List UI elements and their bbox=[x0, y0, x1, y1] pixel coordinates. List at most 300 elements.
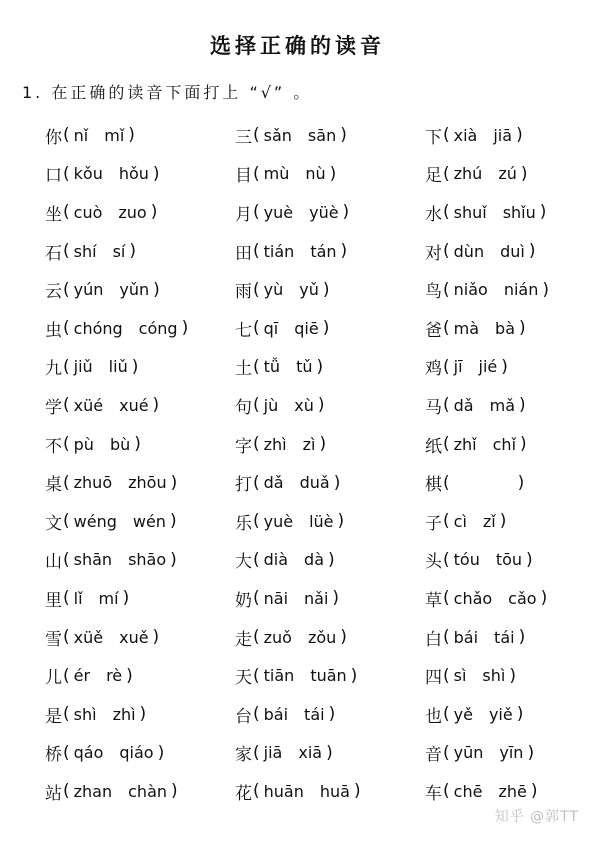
close-paren: ) bbox=[518, 627, 526, 648]
pinyin-option-2[interactable]: wén bbox=[132, 511, 166, 531]
pinyin-item bbox=[425, 463, 565, 502]
pinyin-option-1[interactable]: zhì bbox=[263, 434, 287, 454]
pinyin-option-2[interactable]: zhē bbox=[498, 781, 527, 801]
close-paren: ) bbox=[340, 241, 348, 262]
pinyin-option-1[interactable]: jī bbox=[453, 357, 463, 377]
pinyin-option-2[interactable]: zhì bbox=[112, 704, 136, 724]
pinyin-option-1[interactable]: jiā bbox=[263, 743, 283, 763]
pinyin-option-2[interactable]: zì bbox=[302, 434, 316, 454]
close-paren: ) bbox=[499, 511, 507, 532]
pinyin-option-2[interactable]: zú bbox=[498, 164, 517, 184]
hanzi-character: 里 bbox=[45, 590, 62, 611]
pinyin-option-2[interactable]: tái bbox=[494, 627, 515, 647]
pinyin-item bbox=[45, 695, 235, 734]
pinyin-option-1[interactable]: cuò bbox=[73, 202, 103, 222]
pinyin-option-2[interactable]: duì bbox=[500, 241, 525, 261]
hanzi-character: 四 bbox=[425, 668, 442, 689]
pinyin-option-2[interactable]: yǔ bbox=[299, 280, 319, 300]
pinyin-option-2[interactable]: shǐu bbox=[502, 202, 536, 222]
close-paren: ) bbox=[540, 588, 548, 609]
pinyin-option-1[interactable]: xià bbox=[453, 125, 478, 145]
pinyin-item bbox=[425, 734, 565, 773]
pinyin-option-2[interactable]: zhōu bbox=[128, 473, 167, 493]
pinyin-item bbox=[235, 348, 425, 387]
hanzi-character: 水 bbox=[425, 204, 442, 225]
pinyin-option-1[interactable]: dià bbox=[263, 550, 289, 570]
close-paren: ) bbox=[181, 318, 189, 339]
pinyin-option-1[interactable]: zhú bbox=[453, 164, 483, 184]
close-paren: ) bbox=[316, 356, 324, 377]
pinyin-item bbox=[235, 734, 425, 773]
hanzi-character: 儿 bbox=[45, 668, 62, 689]
pinyin-option-1[interactable]: niǎo bbox=[453, 280, 488, 300]
pinyin-option-2[interactable]: sān bbox=[307, 125, 337, 145]
hanzi-character: 下 bbox=[425, 127, 442, 148]
close-paren: ) bbox=[501, 356, 508, 377]
close-paren: ) bbox=[171, 781, 178, 802]
hanzi-character: 月 bbox=[235, 204, 252, 225]
close-paren: ) bbox=[152, 163, 160, 184]
pinyin-item bbox=[45, 618, 235, 657]
pinyin-option-1[interactable]: cì bbox=[453, 511, 467, 531]
pinyin-item bbox=[235, 695, 425, 734]
close-paren: ) bbox=[350, 665, 358, 686]
open-paren: ( bbox=[253, 395, 260, 416]
pinyin-option-1[interactable]: shān bbox=[73, 550, 113, 570]
pinyin-option-1[interactable]: qī bbox=[263, 318, 279, 338]
open-paren: ( bbox=[63, 588, 70, 609]
pinyin-item bbox=[45, 348, 235, 387]
pinyin-item bbox=[45, 116, 235, 155]
hanzi-character: 你 bbox=[45, 127, 62, 148]
pinyin-item bbox=[425, 270, 565, 309]
pinyin-item bbox=[235, 232, 425, 271]
open-paren: ( bbox=[443, 781, 450, 802]
pinyin-item bbox=[45, 386, 235, 425]
pinyin-option-1[interactable]: bái bbox=[263, 704, 289, 724]
pinyin-option-1[interactable]: kǒu bbox=[73, 164, 103, 184]
pinyin-option-1[interactable]: shuǐ bbox=[453, 202, 487, 222]
pinyin-option-1[interactable]: xüé bbox=[73, 395, 104, 415]
close-paren: ) bbox=[333, 472, 341, 493]
open-paren: ( bbox=[63, 163, 70, 184]
hanzi-character: 子 bbox=[425, 513, 442, 534]
pinyin-option-2[interactable]: hǒu bbox=[118, 164, 149, 184]
pinyin-item bbox=[425, 116, 565, 155]
pinyin-option-1[interactable]: chē bbox=[453, 781, 483, 801]
close-paren: ) bbox=[519, 318, 526, 339]
open-paren: ( bbox=[63, 472, 70, 493]
hanzi-character: 台 bbox=[235, 706, 252, 727]
pinyin-option-2[interactable]: lüè bbox=[309, 511, 334, 531]
pinyin-item bbox=[45, 772, 235, 811]
hanzi-character: 纸 bbox=[425, 436, 442, 457]
page-title: 选择正确的读音 bbox=[210, 34, 385, 58]
pinyin-option-2[interactable]: shāo bbox=[128, 550, 167, 570]
pinyin-option-2[interactable]: sí bbox=[112, 241, 126, 261]
pinyin-option-1[interactable]: lǐ bbox=[73, 588, 83, 608]
pinyin-option-2[interactable]: tuān bbox=[310, 666, 347, 686]
close-paren: ) bbox=[527, 742, 535, 763]
hanzi-character: 足 bbox=[425, 166, 442, 187]
pinyin-option-2[interactable]: tán bbox=[310, 241, 337, 261]
hanzi-character: 站 bbox=[45, 783, 62, 804]
pinyin-option-1[interactable]: yě bbox=[453, 704, 473, 724]
instruction-text: 1. 在正确的读音下面打上 “√” 。 bbox=[22, 83, 313, 102]
pinyin-item bbox=[235, 463, 425, 502]
open-paren: ( bbox=[253, 163, 260, 184]
open-paren: ( bbox=[443, 627, 450, 648]
hanzi-character: 雪 bbox=[45, 629, 62, 650]
pinyin-option-1[interactable]: yūn bbox=[453, 743, 484, 763]
open-paren: ( bbox=[253, 202, 260, 223]
close-paren: ) bbox=[353, 781, 361, 802]
pinyin-option-1[interactable]: zhǐ bbox=[453, 434, 477, 454]
close-paren: ) bbox=[150, 202, 158, 223]
pinyin-item bbox=[425, 618, 565, 657]
pinyin-option-1[interactable]: jù bbox=[263, 395, 279, 415]
pinyin-option-2[interactable]: tǔ bbox=[296, 357, 313, 377]
open-paren: ( bbox=[443, 356, 450, 377]
pinyin-option-2[interactable]: mǐ bbox=[104, 125, 125, 145]
close-paren: ) bbox=[134, 434, 141, 455]
pinyin-option-1[interactable]: tián bbox=[263, 241, 295, 261]
pinyin-option-2[interactable]: tái bbox=[304, 704, 325, 724]
pinyin-item bbox=[235, 502, 425, 541]
hanzi-character: 家 bbox=[235, 745, 252, 766]
pinyin-option-1[interactable]: nāi bbox=[263, 588, 289, 608]
open-paren: ( bbox=[63, 742, 70, 763]
pinyin-option-1[interactable]: yuè bbox=[263, 511, 294, 531]
pinyin-option-1[interactable]: chóng bbox=[73, 318, 123, 338]
open-paren: ( bbox=[63, 318, 70, 339]
open-paren: ( bbox=[63, 665, 70, 686]
open-paren: ( bbox=[63, 202, 70, 223]
hanzi-character: 桥 bbox=[45, 745, 62, 766]
open-paren: ( bbox=[63, 434, 70, 455]
open-paren: ( bbox=[63, 279, 70, 300]
pinyin-item bbox=[425, 193, 565, 232]
pinyin-item bbox=[425, 695, 565, 734]
pinyin-option-2[interactable]: mí bbox=[98, 588, 119, 608]
pinyin-item bbox=[45, 541, 235, 580]
open-paren: ( bbox=[253, 588, 260, 609]
close-paren: ) bbox=[517, 472, 525, 493]
close-paren: ) bbox=[509, 665, 516, 686]
pinyin-item bbox=[235, 116, 425, 155]
hanzi-character: 石 bbox=[45, 243, 62, 264]
hanzi-character: 是 bbox=[45, 706, 62, 727]
close-paren: ) bbox=[170, 549, 177, 570]
close-paren: ) bbox=[340, 627, 347, 648]
pinyin-option-2[interactable]: xué bbox=[119, 395, 149, 415]
hanzi-character: 鸟 bbox=[425, 282, 442, 303]
pinyin-option-2[interactable]: tōu bbox=[495, 550, 523, 570]
open-paren: ( bbox=[443, 241, 450, 262]
hanzi-character: 不 bbox=[45, 436, 62, 457]
pinyin-option-2[interactable]: bà bbox=[495, 318, 515, 338]
open-paren: ( bbox=[253, 665, 260, 686]
hanzi-character: 天 bbox=[235, 668, 252, 689]
hanzi-character: 对 bbox=[425, 243, 442, 264]
pinyin-item bbox=[45, 270, 235, 309]
open-paren: ( bbox=[63, 356, 70, 377]
pinyin-grid bbox=[45, 116, 565, 811]
close-paren: ) bbox=[539, 202, 547, 223]
close-paren: ) bbox=[317, 395, 325, 416]
close-paren: ) bbox=[322, 279, 330, 300]
pinyin-option-1[interactable]: zhan bbox=[73, 781, 113, 801]
pinyin-item bbox=[45, 579, 235, 618]
pinyin-item bbox=[235, 270, 425, 309]
pinyin-option-2[interactable]: yīn bbox=[499, 743, 524, 763]
hanzi-character: 三 bbox=[235, 127, 252, 148]
pinyin-option-2[interactable]: qiē bbox=[294, 318, 319, 338]
hanzi-character: 打 bbox=[235, 475, 252, 496]
open-paren: ( bbox=[443, 742, 450, 763]
open-paren: ( bbox=[63, 781, 70, 802]
pinyin-option-2[interactable]: rè bbox=[106, 666, 123, 686]
pinyin-item bbox=[425, 772, 565, 811]
pinyin-item bbox=[425, 579, 565, 618]
close-paren: ) bbox=[129, 241, 136, 262]
open-paren: ( bbox=[443, 549, 450, 570]
pinyin-option-1[interactable]: bái bbox=[453, 627, 479, 647]
close-paren: ) bbox=[526, 549, 533, 570]
pinyin-item bbox=[45, 463, 235, 502]
hanzi-character: 学 bbox=[45, 397, 62, 418]
pinyin-option-1[interactable]: yún bbox=[73, 280, 104, 300]
pinyin-option-1[interactable]: sì bbox=[453, 666, 467, 686]
open-paren: ( bbox=[443, 163, 450, 184]
hanzi-character: 九 bbox=[45, 359, 62, 380]
close-paren: ) bbox=[332, 588, 340, 609]
open-paren: ( bbox=[63, 241, 70, 262]
close-paren: ) bbox=[122, 588, 130, 609]
pinyin-item bbox=[425, 386, 565, 425]
close-paren: ) bbox=[328, 704, 336, 725]
pinyin-option-1[interactable]: yù bbox=[263, 280, 284, 300]
close-paren: ) bbox=[322, 318, 330, 339]
pinyin-option-2[interactable]: bù bbox=[109, 434, 131, 454]
close-paren: ) bbox=[157, 742, 165, 763]
pinyin-item bbox=[425, 502, 565, 541]
pinyin-item bbox=[45, 155, 235, 194]
pinyin-item bbox=[235, 309, 425, 348]
pinyin-option-1[interactable]: zhuō bbox=[73, 473, 113, 493]
hanzi-character: 音 bbox=[425, 745, 442, 766]
pinyin-option-1[interactable]: mù bbox=[263, 164, 290, 184]
pinyin-option-2[interactable]: xù bbox=[294, 395, 314, 415]
open-paren: ( bbox=[253, 356, 260, 377]
pinyin-option-1[interactable]: dǎ bbox=[263, 473, 284, 493]
hanzi-character: 山 bbox=[45, 552, 62, 573]
hanzi-character: 目 bbox=[235, 166, 252, 187]
pinyin-option-1[interactable]: qáo bbox=[73, 743, 104, 763]
pinyin-option-2[interactable]: xiā bbox=[298, 743, 323, 763]
close-paren: ) bbox=[520, 434, 527, 455]
pinyin-option-1[interactable]: tóu bbox=[453, 550, 480, 570]
pinyin-item bbox=[235, 541, 425, 580]
open-paren: ( bbox=[253, 279, 260, 300]
open-paren: ( bbox=[253, 781, 260, 802]
hanzi-character: 田 bbox=[235, 243, 252, 264]
pinyin-item bbox=[45, 309, 235, 348]
open-paren: ( bbox=[443, 125, 450, 146]
hanzi-character: 土 bbox=[235, 359, 252, 380]
hanzi-character: 也 bbox=[425, 706, 442, 727]
close-paren: ) bbox=[337, 511, 345, 532]
pinyin-option-2[interactable]: nián bbox=[503, 280, 539, 300]
open-paren: ( bbox=[443, 511, 450, 532]
pinyin-item bbox=[425, 541, 565, 580]
pinyin-option-1[interactable]: pù bbox=[73, 434, 94, 454]
hanzi-character: 草 bbox=[425, 590, 442, 611]
pinyin-option-2[interactable]: zuo bbox=[118, 202, 147, 222]
hanzi-character: 七 bbox=[235, 320, 252, 341]
hanzi-character: 鸡 bbox=[425, 359, 442, 380]
pinyin-option-2[interactable]: duǎ bbox=[299, 473, 330, 493]
pinyin-option-1[interactable]: mà bbox=[453, 318, 480, 338]
close-paren: ) bbox=[139, 704, 147, 725]
pinyin-option-1[interactable]: shí bbox=[73, 241, 97, 261]
pinyin-item bbox=[45, 734, 235, 773]
open-paren: ( bbox=[253, 627, 260, 648]
pinyin-item bbox=[235, 618, 425, 657]
close-paren: ) bbox=[528, 241, 536, 262]
watermark: 知乎 @郭TT bbox=[494, 809, 579, 825]
pinyin-option-1[interactable]: dǎ bbox=[453, 395, 474, 415]
close-paren: ) bbox=[340, 125, 347, 146]
open-paren: ( bbox=[443, 704, 450, 725]
close-paren: ) bbox=[152, 627, 160, 648]
pinyin-option-1[interactable]: wéng bbox=[73, 511, 117, 531]
open-paren: ( bbox=[63, 627, 70, 648]
pinyin-item bbox=[235, 772, 425, 811]
open-paren: ( bbox=[63, 395, 70, 416]
pinyin-option-2[interactable]: shì bbox=[482, 666, 506, 686]
pinyin-item bbox=[235, 425, 425, 464]
close-paren: ) bbox=[516, 125, 523, 146]
pinyin-item bbox=[425, 425, 565, 464]
hanzi-character: 坐 bbox=[45, 204, 62, 225]
close-paren: ) bbox=[170, 472, 178, 493]
pinyin-option-2[interactable]: yüè bbox=[309, 202, 339, 222]
pinyin-item bbox=[425, 656, 565, 695]
close-paren: ) bbox=[328, 549, 335, 570]
hanzi-character: 爸 bbox=[425, 320, 442, 341]
hanzi-character: 云 bbox=[45, 282, 62, 303]
pinyin-option-1[interactable]: ér bbox=[73, 666, 91, 686]
pinyin-option-1[interactable]: tiān bbox=[263, 666, 295, 686]
hanzi-character: 桌 bbox=[45, 475, 62, 496]
close-paren: ) bbox=[520, 163, 528, 184]
pinyin-option-1[interactable]: shì bbox=[73, 704, 97, 724]
pinyin-option-2[interactable]: yiě bbox=[488, 704, 513, 724]
close-paren: ) bbox=[342, 202, 350, 223]
pinyin-item bbox=[235, 579, 425, 618]
pinyin-option-2[interactable]: cóng bbox=[138, 318, 178, 338]
hanzi-character: 虫 bbox=[45, 320, 62, 341]
pinyin-option-2[interactable]: jiā bbox=[493, 125, 513, 145]
open-paren: ( bbox=[443, 279, 450, 300]
pinyin-option-1[interactable]: sǎn bbox=[263, 125, 292, 145]
close-paren: ) bbox=[153, 279, 160, 300]
pinyin-option-1[interactable]: chǎo bbox=[453, 588, 493, 608]
pinyin-option-2[interactable]: nù bbox=[305, 164, 326, 184]
pinyin-option-2[interactable]: yǔn bbox=[119, 280, 150, 300]
open-paren: ( bbox=[253, 742, 260, 763]
open-paren: ( bbox=[443, 395, 450, 416]
hanzi-character: 棋 bbox=[425, 475, 442, 496]
pinyin-option-2[interactable]: qiáo bbox=[119, 743, 154, 763]
pinyin-option-2[interactable]: zǒu bbox=[307, 627, 337, 647]
pinyin-option-2[interactable]: liǔ bbox=[108, 357, 128, 377]
hanzi-character: 花 bbox=[235, 783, 252, 804]
pinyin-option-2[interactable]: chǐ bbox=[492, 434, 517, 454]
pinyin-item bbox=[425, 309, 565, 348]
pinyin-item bbox=[45, 502, 235, 541]
hanzi-character: 大 bbox=[235, 552, 252, 573]
pinyin-option-2[interactable]: xuě bbox=[119, 627, 149, 647]
pinyin-option-1[interactable]: tǚ bbox=[263, 357, 281, 377]
open-paren: ( bbox=[253, 318, 260, 339]
pinyin-option-2[interactable]: dà bbox=[304, 550, 325, 570]
pinyin-item bbox=[235, 193, 425, 232]
open-paren: ( bbox=[253, 125, 260, 146]
open-paren: ( bbox=[253, 511, 260, 532]
pinyin-item bbox=[235, 656, 425, 695]
pinyin-option-2[interactable]: cǎo bbox=[508, 588, 537, 608]
pinyin-option-1[interactable]: nǐ bbox=[73, 125, 89, 145]
pinyin-option-2[interactable]: nǎi bbox=[304, 588, 329, 608]
open-paren: ( bbox=[63, 549, 70, 570]
pinyin-option-2[interactable]: mǎ bbox=[489, 395, 515, 415]
pinyin-option-1[interactable]: jiǔ bbox=[73, 357, 93, 377]
hanzi-character: 车 bbox=[425, 783, 442, 804]
pinyin-option-1[interactable]: huān bbox=[263, 781, 304, 801]
open-paren: ( bbox=[253, 549, 260, 570]
pinyin-option-1[interactable]: yuè bbox=[263, 202, 294, 222]
open-paren: ( bbox=[253, 704, 260, 725]
open-paren: ( bbox=[253, 434, 260, 455]
open-paren: ( bbox=[443, 588, 450, 609]
open-paren: ( bbox=[63, 511, 70, 532]
hanzi-character: 马 bbox=[425, 397, 442, 418]
open-paren: ( bbox=[443, 434, 450, 455]
close-paren: ) bbox=[128, 125, 135, 146]
pinyin-option-2[interactable]: huā bbox=[319, 781, 350, 801]
pinyin-option-1[interactable]: dùn bbox=[453, 241, 485, 261]
pinyin-option-1[interactable]: xüě bbox=[73, 627, 104, 647]
pinyin-item bbox=[45, 232, 235, 271]
open-paren: ( bbox=[63, 125, 70, 146]
open-paren: ( bbox=[443, 318, 450, 339]
open-paren: ( bbox=[253, 241, 260, 262]
hanzi-character: 字 bbox=[235, 436, 252, 457]
pinyin-option-2[interactable]: jié bbox=[478, 357, 498, 377]
close-paren: ) bbox=[169, 511, 177, 532]
pinyin-item bbox=[425, 348, 565, 387]
pinyin-option-2[interactable]: chàn bbox=[128, 781, 168, 801]
close-paren: ) bbox=[131, 356, 139, 377]
close-paren: ) bbox=[519, 395, 526, 416]
pinyin-item bbox=[425, 232, 565, 271]
open-paren: ( bbox=[253, 472, 260, 493]
pinyin-option-2[interactable]: zǐ bbox=[482, 511, 496, 531]
hanzi-character: 白 bbox=[425, 629, 442, 650]
pinyin-option-1[interactable]: zuǒ bbox=[263, 627, 292, 647]
